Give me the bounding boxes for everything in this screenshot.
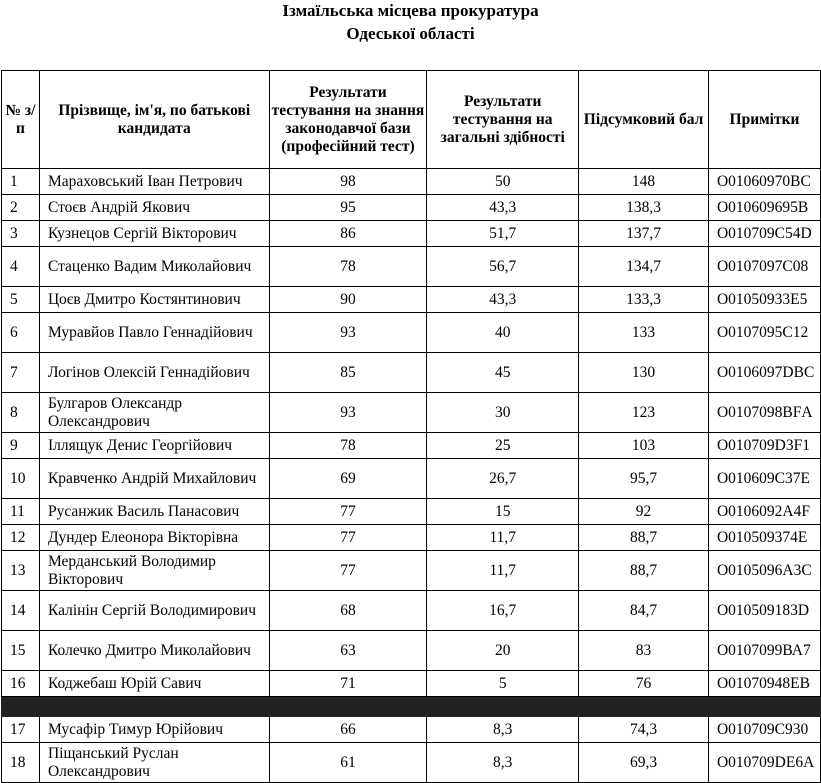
cell-t1: 71 [269, 671, 427, 697]
cell-t1: 63 [269, 631, 427, 671]
cell-total: 134,7 [579, 247, 709, 287]
region-title: Одеської області [346, 24, 475, 43]
cell-t2: 56,7 [427, 247, 579, 287]
cell-note: О0107095С12 [708, 313, 820, 353]
cell-t2: 50 [427, 169, 579, 195]
cell-t2: 45 [427, 353, 579, 393]
cell-total: 83 [579, 631, 709, 671]
cell-n: 12 [2, 525, 40, 551]
cell-total: 88,7 [579, 551, 709, 591]
table-body [2, 169, 821, 783]
table-row [2, 591, 821, 631]
cell-note: О01060970ВС [708, 169, 820, 195]
cell-name: Колечко Дмитро Миколайович [39, 631, 269, 671]
cell-name: Логінов Олексій Геннадійович [39, 353, 269, 393]
cell-name: Булгаров Олександр Олександрович [39, 393, 269, 433]
cell-n: 4 [2, 247, 40, 287]
separator-cell [39, 697, 269, 717]
col-header-num: № з/п [2, 71, 40, 169]
cell-total: 88,7 [579, 525, 709, 551]
cell-t2: 30 [427, 393, 579, 433]
cell-t2: 5 [427, 671, 579, 697]
table-row [2, 631, 821, 671]
cell-note: О0106092А4F [708, 499, 820, 525]
cell-t1: 78 [269, 433, 427, 459]
cell-name: Стаценко Вадим Миколайович [39, 247, 269, 287]
cell-t1: 90 [269, 287, 427, 313]
cell-t2: 40 [427, 313, 579, 353]
cell-n: 17 [2, 717, 40, 743]
cell-name: Калінін Сергій Володимирович [39, 591, 269, 631]
cell-note: О01070948ЕВ [708, 671, 820, 697]
header-row [2, 71, 821, 169]
cell-t2: 25 [427, 433, 579, 459]
separator-row [2, 697, 821, 717]
cell-n: 5 [2, 287, 40, 313]
cell-note: О0106097DВС [708, 353, 820, 393]
cell-t2: 20 [427, 631, 579, 671]
cell-t2: 16,7 [427, 591, 579, 631]
cell-name: Кузнецов Сергій Вікторович [39, 221, 269, 247]
table-row [2, 671, 821, 697]
separator-cell [2, 697, 40, 717]
cell-n: 1 [2, 169, 40, 195]
cell-total: 130 [579, 353, 709, 393]
cell-n: 8 [2, 393, 40, 433]
cell-t2: 8,3 [427, 717, 579, 743]
cell-total: 69,3 [579, 743, 709, 783]
cell-total: 148 [579, 169, 709, 195]
cell-n: 10 [2, 459, 40, 499]
cell-t2: 26,7 [427, 459, 579, 499]
cell-total: 138,3 [579, 195, 709, 221]
cell-t1: 93 [269, 393, 427, 433]
separator-cell [579, 697, 709, 717]
cell-name: Русанжик Василь Панасович [39, 499, 269, 525]
table-row [2, 313, 821, 353]
cell-t2: 15 [427, 499, 579, 525]
cell-t1: 68 [269, 591, 427, 631]
cell-t1: 78 [269, 247, 427, 287]
cell-t2: 43,3 [427, 287, 579, 313]
cell-name: Дундер Елеонора Вікторівна [39, 525, 269, 551]
cell-t1: 69 [269, 459, 427, 499]
cell-n: 14 [2, 591, 40, 631]
cell-total: 137,7 [579, 221, 709, 247]
cell-note: О010709С930 [708, 717, 820, 743]
cell-name: Іллящук Денис Георгійович [39, 433, 269, 459]
cell-t2: 43,3 [427, 195, 579, 221]
cell-t2: 11,7 [427, 551, 579, 591]
cell-total: 92 [579, 499, 709, 525]
office-title: Ізмаїльська місцева прокуратура [282, 1, 539, 20]
table-row [2, 459, 821, 499]
cell-n: 15 [2, 631, 40, 671]
cell-name: Стоєв Андрій Якович [39, 195, 269, 221]
cell-note: О010609695В [708, 195, 820, 221]
table-row [2, 551, 821, 591]
cell-t2: 11,7 [427, 525, 579, 551]
cell-name: Мусафір Тимур Юрійович [39, 717, 269, 743]
cell-n: 3 [2, 221, 40, 247]
cell-total: 103 [579, 433, 709, 459]
cell-t1: 66 [269, 717, 427, 743]
cell-n: 16 [2, 671, 40, 697]
col-header-test2: Результати тестування на загальні здібності [427, 71, 579, 169]
table-row [2, 169, 821, 195]
cell-n: 6 [2, 313, 40, 353]
cell-t1: 86 [269, 221, 427, 247]
cell-note: О01050933Е5 [708, 287, 820, 313]
cell-note: О010709DЕ6А [708, 743, 820, 783]
cell-t1: 95 [269, 195, 427, 221]
table-row [2, 221, 821, 247]
col-header-note: Примітки [708, 71, 820, 169]
table-row [2, 525, 821, 551]
table-row [2, 247, 821, 287]
cell-n: 7 [2, 353, 40, 393]
cell-n: 11 [2, 499, 40, 525]
cell-name: Коджебаш Юрій Савич [39, 671, 269, 697]
cell-total: 133,3 [579, 287, 709, 313]
table-row [2, 195, 821, 221]
cell-t1: 77 [269, 499, 427, 525]
table-row [2, 499, 821, 525]
cell-n: 18 [2, 743, 40, 783]
cell-total: 74,3 [579, 717, 709, 743]
separator-cell [708, 697, 820, 717]
cell-note: О0107098ВFА [708, 393, 820, 433]
cell-note: О0107099ВА7 [708, 631, 820, 671]
cell-t1: 85 [269, 353, 427, 393]
cell-name: Піщанський Руслан Олександрович [39, 743, 269, 783]
cell-name: Цоєв Дмитро Костянтинович [39, 287, 269, 313]
cell-note: О0105096А3С [708, 551, 820, 591]
cell-name: Мерданський Володимир Вікторович [39, 551, 269, 591]
cell-t1: 77 [269, 551, 427, 591]
cell-total: 95,7 [579, 459, 709, 499]
results-table [1, 70, 821, 783]
cell-note: О010709С54D [708, 221, 820, 247]
cell-n: 9 [2, 433, 40, 459]
cell-note: О010509183D [708, 591, 820, 631]
cell-n: 2 [2, 195, 40, 221]
cell-total: 133 [579, 313, 709, 353]
table-row [2, 433, 821, 459]
cell-total: 84,7 [579, 591, 709, 631]
table-row [2, 743, 821, 783]
cell-name: Муравйов Павло Геннадійович [39, 313, 269, 353]
table-row [2, 393, 821, 433]
col-header-name: Прізвище, ім'я, по батькові кандидата [39, 71, 269, 169]
table-row [2, 717, 821, 743]
cell-name: Кравченко Андрій Михайлович [39, 459, 269, 499]
cell-n: 13 [2, 551, 40, 591]
separator-cell [427, 697, 579, 717]
col-header-total: Підсумковий бал [579, 71, 709, 169]
table-row [2, 353, 821, 393]
col-header-test1: Результати тестування на знання законодавчої бази (професійний тест) [269, 71, 427, 169]
cell-note: О010609С37Е [708, 459, 820, 499]
cell-t1: 77 [269, 525, 427, 551]
cell-total: 76 [579, 671, 709, 697]
cell-t2: 51,7 [427, 221, 579, 247]
cell-note: О010709D3F1 [708, 433, 820, 459]
cell-name: Мараховський Іван Петрович [39, 169, 269, 195]
separator-cell [269, 697, 427, 717]
cell-t1: 61 [269, 743, 427, 783]
cell-note: О0107097С08 [708, 247, 820, 287]
table-row [2, 287, 821, 313]
cell-note: О010509374Е [708, 525, 820, 551]
cell-t2: 8,3 [427, 743, 579, 783]
cell-t1: 98 [269, 169, 427, 195]
cell-t1: 93 [269, 313, 427, 353]
cell-total: 123 [579, 393, 709, 433]
